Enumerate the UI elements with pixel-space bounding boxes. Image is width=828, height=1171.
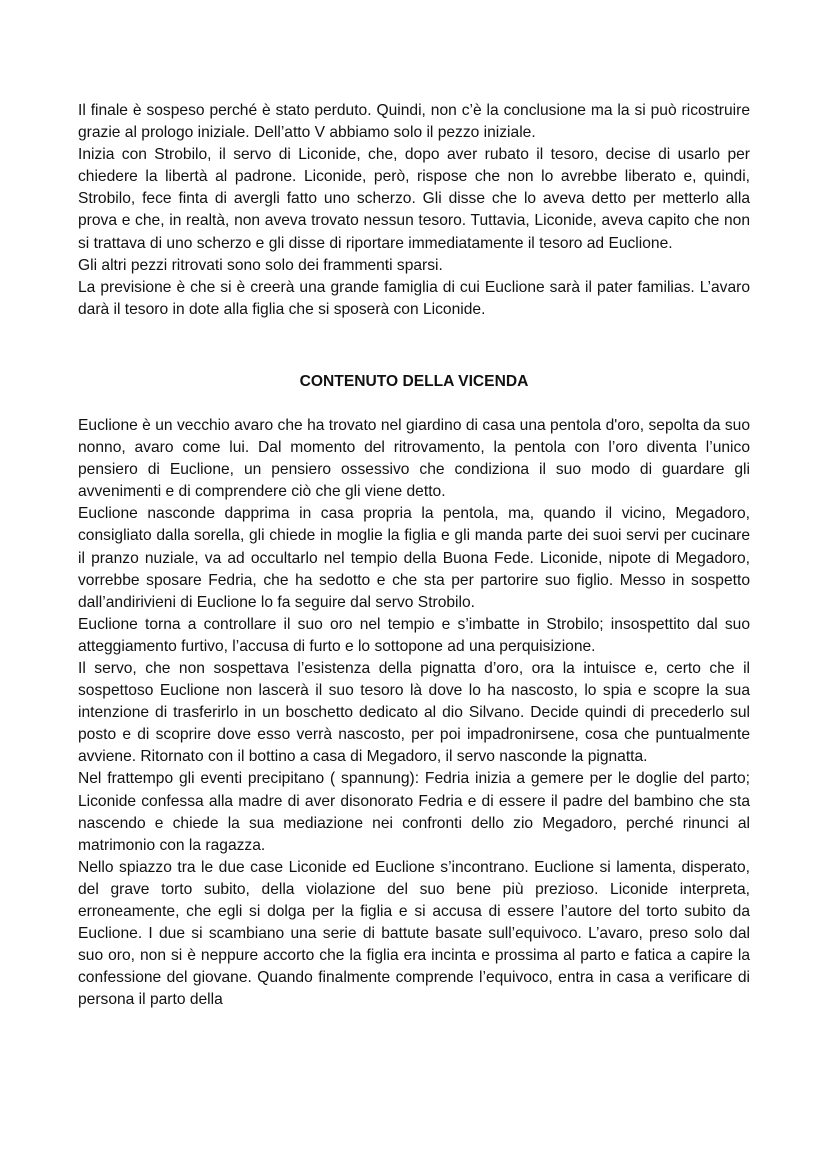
intro-paragraph-2: Inizia con Strobilo, il servo di Liconide, che, dopo aver rubato il tesoro, decise di usarlo per chiedere la libertà al padrone. Liconide, però, rispose che non lo avrebbe liberato e, quindi, Strobilo, fece finta di avergli fatto uno scherzo. Gli disse che lo aveva detto per metterlo alla prova e che, in realtà, non aveva trovato nessun tesoro. Tuttavia, Liconide, aveva capito che non si trattava di uno scherzo e gli disse di riportare immediatamente il tesoro ad Euclione. xyxy=(78,146,750,252)
intro-paragraph-4: La previsione è che si è creerà una grande famiglia di cui Euclione sarà il pater familias. L’avaro darà il tesoro in dote alla figlia che si sposerà con Liconide. xyxy=(78,278,750,318)
section-paragraph-2: Euclione nasconde dapprima in casa propria la pentola, ma, quando il vicino, Megadoro, consigliato dalla sorella, gli chiede in moglie la figlia e gli manda parte dei suoi servi per cucinare il pranzo nuziale, va ad occultarlo nel tempio della Buona Fede. Liconide, nipote di Megadoro, vorrebbe sposare Fedria, che ha sedotto e che sta per partorire suo figlio. Messo in sospetto dall’andirivieni di Euclione lo fa seguire dal servo Strobilo. xyxy=(78,505,750,611)
intro-paragraph-3: Gli altri pezzi ritrovati sono solo dei frammenti sparsi. xyxy=(78,256,443,274)
section-paragraph-1: Euclione è un vecchio avaro che ha trovato nel giardino di casa una pentola d'oro, sepolta da suo nonno, avaro come lui. Dal momento del ritrovamento, la pentola con l’oro diventa l’unico pensiero di Euclione, un pensiero ossessivo che condiziona il suo modo di guardare gli avvenimenti e di comprendere ciò che gli viene detto. xyxy=(78,416,750,501)
section-paragraph-5: Nel frattempo gli eventi precipitano ( spannung): Fedria inizia a gemere per le doglie del parto; Liconide confessa alla madre di aver disonorato Fedria e di essere il padre del bambino che sta nascendo e chiede la sua mediazione nei confronti dello zio Megadoro, perché rinunci al matrimonio con la ragazza. xyxy=(78,770,750,854)
section-paragraph-6: Nello spiazzo tra le due case Liconide ed Euclione s’incontrano. Euclione si lamenta, disperato, del grave torto subito, della violazione del suo bene più prezioso. Liconide interpreta, erroneamente, che egli si dolga per la figlia e si accusa di essere l’autore del torto subito da Euclione. I due si scambiano una serie di battute basate sull’equivoco. L’avaro, preso solo dal suo oro, non si è neppure accorto che la figlia era incinta e prossima al parto e fatica a capire la confessione del giovane. Quando finalmente comprende l’equivoco, entra in casa a verificare di persona il parto della xyxy=(78,858,750,1009)
section-paragraph-4: Il servo, che non sospettava l’esistenza della pignatta d’oro, ora la intuisce e, certo che il sospettoso Euclione non lascerà il suo tesoro là dove lo ha nascosto, lo spia e scopre la sua intenzione di trasferirlo in un boschetto dedicato al dio Silvano. Decide quindi di precederlo sul posto e di scoprire dove esso verrà nascosto, per poi impadronirsene, cosa che puntualmente avviene. Ritornato con il bottino a casa di Megadoro, il servo nasconde la pignatta. xyxy=(78,659,750,766)
document-page xyxy=(78,100,750,1011)
section-paragraph-3: Euclione torna a controllare il suo oro nel tempio e s’imbatte in Strobilo; insospettito dal suo atteggiamento furtivo, l’accusa di furto e lo sottopone ad una perquisizione. xyxy=(78,615,750,655)
section-title: CONTENUTO DELLA VICENDA xyxy=(299,372,529,390)
intro-paragraph-1: Il finale è sospeso perché è stato perduto. Quindi, non c’è la conclusione ma la si può ricostruire grazie al prologo iniziale. Dell’atto V abbiamo solo il pezzo iniziale. xyxy=(78,102,750,142)
